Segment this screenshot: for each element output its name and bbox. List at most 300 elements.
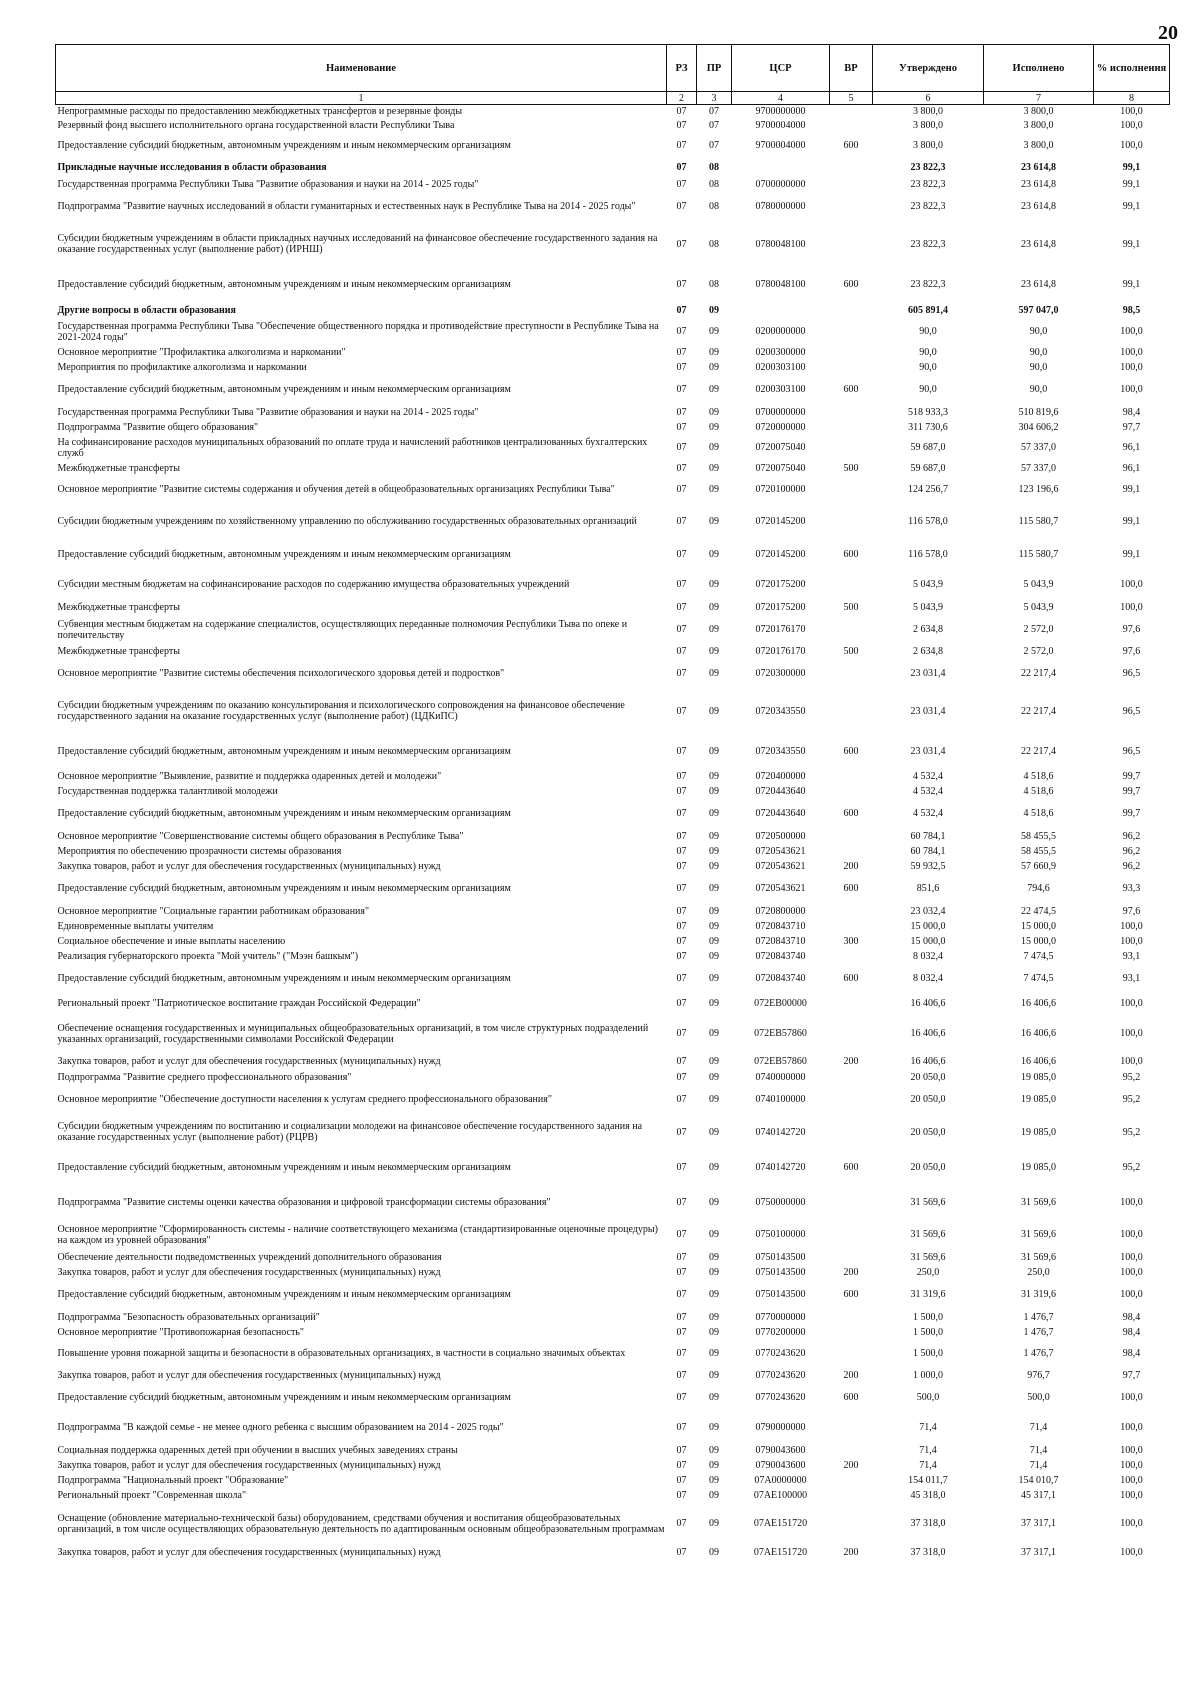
row-rz-cell: 07 [676,1348,687,1359]
row-approved-cell: 2 634,8 [913,624,943,635]
row-name-cell: Межбюджетные трансферты [57,602,180,613]
row-vr-cell [830,1250,873,1265]
row-approved-cell: 23 031,4 [910,705,946,717]
row-rz-cell: 07 [676,384,687,395]
row-percent-cell: 96,5 [1122,705,1141,717]
row-pr-cell: 09 [709,668,719,679]
table-row [56,659,1170,689]
row-rz-cell: 07 [676,1251,687,1263]
row-executed-cell: 1 476,7 [1023,1326,1054,1338]
row-percent-cell: 93,1 [1122,950,1141,962]
row-rz-cell: 07 [676,326,687,337]
table-row [56,461,1170,476]
row-csr-cell: 0200300000 [755,346,806,358]
table-row [56,689,1170,734]
row-approved-cell: 23 032,4 [910,905,946,917]
row-pr-cell: 09 [709,1474,719,1486]
row-rz-cell: 07 [676,1161,687,1173]
row-percent-cell: 100,0 [1120,139,1143,151]
row-percent-cell: 100,0 [1120,120,1143,131]
table-row [56,405,1170,420]
row-pr-cell: 09 [709,305,719,316]
row-csr-cell: 0740000000 [755,1071,806,1083]
row-csr-cell: 0720500000 [755,830,806,842]
row-executed-cell: 115 580,7 [1018,549,1059,560]
row-pr-cell: 09 [709,1392,719,1403]
table-body [56,105,1170,1560]
row-approved-cell: 851,6 [916,883,940,894]
row-rz-cell: 07 [676,516,687,527]
row-csr-cell: 0770200000 [755,1326,806,1338]
row-percent-cell: 100,0 [1120,1444,1143,1456]
row-vr-cell [830,435,873,461]
row-csr-cell: 0720843740 [755,950,806,962]
row-executed-cell: 4 518,6 [1023,770,1054,782]
table-row [56,476,1170,504]
row-vr-cell [830,1085,873,1115]
row-pr-cell: 09 [709,705,719,717]
row-rz-cell: 07 [676,1126,687,1138]
row-executed-cell: 90,0 [1029,346,1048,358]
row-name-cell: Подпрограмма "Национальный проект "Образование" [57,1474,289,1486]
row-name-cell: Предоставление субсидий бюджетным, автономным учреждениям и иным некоммерческим организациям [57,883,511,894]
row-executed-cell: 250,0 [1027,1266,1050,1278]
table-row [56,360,1170,375]
row-percent-cell: 100,0 [1120,920,1143,932]
row-pr-cell: 09 [709,406,719,418]
column-header-executed: Исполнено [984,45,1094,92]
table-row [56,1488,1170,1503]
row-name-cell: Государственная поддержка талантливой молодежи [57,785,278,797]
row-name-cell: Другие вопросы в области образования [57,305,236,316]
row-name-cell: Региональный проект "Патриотическое воспитание граждан Российской Федерации" [57,998,421,1009]
row-name-cell: Предоставление субсидий бюджетным, автономным учреждениям и иным некоммерческим организациям [57,745,511,757]
row-executed-cell: 22 474,5 [1021,905,1056,917]
row-vr-cell: 200 [843,1546,859,1558]
row-csr-cell: 0720075040 [755,462,806,474]
row-name-cell: Государственная программа Республики Тыва "Развитие образования и науки на 2014 - 2025 годы" [57,406,479,418]
row-rz-cell: 07 [676,106,687,118]
row-executed-cell: 4 518,6 [1023,785,1054,797]
row-vr-cell [830,360,873,375]
row-executed-cell: 976,7 [1027,1369,1050,1381]
row-name-cell: Субсидии бюджетным учреждениям в области прикладных научных исследований на финансовое обеспечение государственного задания на оказание государственных услуг (выполнение работ) (ИРНШ) [57,233,658,255]
row-approved-cell: 23 822,3 [910,279,946,290]
row-approved-cell: 31 319,6 [910,1289,946,1300]
table-row [56,303,1170,319]
row-csr-cell [732,158,830,178]
row-csr-cell: 0720145200 [755,516,806,527]
table-row [56,1014,1170,1054]
row-rz-cell: 07 [676,442,687,453]
table-row [56,799,1170,829]
row-name-cell: Основное мероприятие "Развитие системы обеспечения психологического здоровья детей и подростков" [57,668,505,679]
row-pr-cell: 08 [709,162,719,173]
table-row [56,267,1170,303]
budget-table-sheet [55,44,1169,1560]
row-pr-cell: 07 [709,120,719,131]
row-approved-cell: 31 569,6 [910,1196,946,1208]
row-csr-cell: 0770000000 [755,1311,806,1323]
row-pr-cell: 09 [709,1126,719,1138]
row-name-cell: Субсидии бюджетным учреждениям по хозяйственному управлению по обслуживанию государственных образовательных организаций [57,516,637,527]
row-pr-cell: 09 [709,462,719,474]
row-pr-cell: 09 [709,1444,719,1456]
row-vr-cell: 600 [843,1161,859,1173]
row-name-cell: Закупка товаров, работ и услуг для обеспечения государственных (муниципальных) нужд [57,1266,441,1278]
row-pr-cell: 08 [709,179,719,190]
row-name-cell: Государственная программа Республики Тыва "Развитие образования и науки на 2014 - 2025 годы" [57,179,479,190]
row-approved-cell: 4 532,4 [913,785,943,797]
row-rz-cell: 07 [676,162,687,173]
row-pr-cell: 09 [709,1094,719,1105]
row-vr-cell: 200 [843,1266,859,1278]
row-executed-cell: 23 614,8 [1021,238,1056,250]
row-percent-cell: 100,0 [1120,1056,1143,1067]
row-approved-cell: 116 578,0 [908,516,948,527]
table-row [56,345,1170,360]
table-row [56,919,1170,934]
row-name-cell: Мероприятия по профилактике алкоголизма и наркомании [57,361,307,373]
row-csr-cell: 9700004000 [755,120,806,131]
table-row [56,829,1170,844]
row-name-cell: Межбюджетные трансферты [57,645,180,657]
table-row [56,844,1170,859]
row-approved-cell: 5 043,9 [913,579,943,590]
row-percent-cell: 99,1 [1122,201,1141,212]
row-rz-cell: 07 [676,1196,687,1208]
row-pr-cell: 09 [709,1489,719,1501]
row-vr-cell [830,1070,873,1085]
row-executed-cell: 57 337,0 [1021,462,1056,474]
row-executed-cell: 58 455,5 [1021,845,1056,857]
row-csr-cell: 0750143500 [755,1251,806,1263]
row-executed-cell: 3 800,0 [1023,106,1054,118]
row-csr-cell [732,303,830,319]
row-percent-cell: 100,0 [1120,1196,1143,1208]
row-vr-cell: 600 [843,883,859,894]
table-row [56,1325,1170,1340]
row-rz-cell: 07 [676,1369,687,1381]
row-percent-cell: 97,6 [1122,624,1141,635]
row-approved-cell: 3 800,0 [913,139,943,151]
row-csr-cell: 0700000000 [755,406,806,418]
row-executed-cell: 90,0 [1029,361,1048,373]
row-csr-cell: 0720543621 [755,845,806,857]
row-approved-cell: 60 784,1 [910,845,946,857]
table-row [56,105,1170,119]
row-percent-cell: 99,1 [1122,162,1141,173]
row-csr-cell: 072EB57860 [754,1028,807,1039]
row-percent-cell: 100,0 [1120,1266,1143,1278]
row-percent-cell: 97,7 [1122,421,1141,433]
row-approved-cell: 20 050,0 [910,1071,946,1083]
row-pr-cell: 09 [709,516,719,527]
row-executed-cell: 22 217,4 [1021,745,1056,757]
row-vr-cell [830,949,873,964]
table-row [56,1250,1170,1265]
row-pr-cell: 09 [709,326,719,337]
row-csr-cell: 0200000000 [755,326,806,337]
row-name-cell: Государственная программа Республики Тыва "Обеспечение общественного порядка и противодействие преступности в Республике Тыва на 2021-2024 годы" [57,320,659,343]
row-approved-cell: 60 784,1 [910,830,946,842]
row-csr-cell: 0780048100 [755,238,806,250]
row-rz-cell: 07 [676,1444,687,1456]
row-name-cell: Предоставление субсидий бюджетным, автономным учреждениям и иным некоммерческим организациям [57,1392,511,1403]
row-rz-cell: 07 [676,305,687,316]
row-executed-cell: 7 474,5 [1023,950,1054,962]
row-percent-cell: 99,1 [1122,484,1141,495]
row-csr-cell: 0770243620 [755,1369,806,1381]
row-vr-cell: 600 [843,384,859,395]
table-row [56,1115,1170,1150]
row-executed-cell: 5 043,9 [1023,579,1054,590]
row-percent-cell: 93,1 [1122,973,1141,984]
row-percent-cell: 100,0 [1120,106,1143,118]
row-csr-cell: 0750143500 [755,1266,806,1278]
row-rz-cell: 07 [676,602,687,613]
row-pr-cell: 09 [709,384,719,395]
row-csr-cell: 0200303100 [755,361,806,373]
row-approved-cell: 20 050,0 [910,1126,946,1138]
row-rz-cell: 07 [676,1546,687,1558]
row-rz-cell: 07 [676,1094,687,1105]
table-row [56,934,1170,949]
row-pr-cell: 09 [709,484,719,495]
table-row [56,1054,1170,1070]
row-rz-cell: 07 [676,860,687,872]
row-pr-cell: 09 [709,1229,719,1240]
row-vr-cell: 600 [843,1289,859,1300]
row-csr-cell: 0720543621 [755,860,806,872]
row-csr-cell: 0720175200 [755,602,806,613]
row-percent-cell: 97,6 [1122,905,1141,917]
row-rz-cell: 07 [676,785,687,797]
row-pr-cell: 09 [709,935,719,947]
table-row [56,119,1170,133]
row-name-cell: Социальная поддержка одаренных детей при обучении в высших учебных заведениях страны [57,1444,458,1456]
row-csr-cell: 0750000000 [755,1196,806,1208]
row-csr-cell: 07АЕ151720 [753,1518,808,1529]
row-rz-cell: 07 [676,883,687,894]
column-header-csr: ЦСР [732,45,830,92]
row-vr-cell [830,158,873,178]
row-vr-cell: 200 [843,1369,859,1381]
row-executed-cell: 19 085,0 [1021,1126,1056,1138]
row-percent-cell: 100,0 [1120,326,1143,337]
row-executed-cell: 45 317,1 [1021,1489,1056,1501]
row-percent-cell: 96,5 [1122,668,1141,679]
row-executed-cell: 37 317,1 [1021,1518,1056,1529]
row-vr-cell [830,405,873,420]
table-row [56,1503,1170,1545]
row-approved-cell: 59 687,0 [910,462,946,474]
row-percent-cell: 93,3 [1122,883,1141,894]
row-executed-cell: 22 217,4 [1021,668,1056,679]
row-vr-cell: 200 [843,1056,859,1067]
row-csr-cell: 0720176170 [755,645,806,657]
row-vr-cell: 600 [843,139,859,151]
row-vr-cell [830,1473,873,1488]
row-approved-cell: 71,4 [919,1444,937,1456]
table-row [56,994,1170,1014]
row-approved-cell: 37 318,0 [910,1546,946,1558]
row-name-cell: Подпрограмма "Развитие научных исследований в области гуманитарных и естественных наук в Республике Тыва на 2014 - 2025 годы" [57,201,636,212]
row-percent-cell: 100,0 [1120,602,1143,613]
row-csr-cell: 0750143500 [755,1289,806,1300]
row-name-cell: Предоставление субсидий бюджетным, автономным учреждениям и иным некоммерческим организациям [57,973,511,984]
table-row [56,158,1170,178]
row-percent-cell: 96,5 [1122,745,1141,757]
row-rz-cell: 07 [676,1474,687,1486]
row-approved-cell: 4 532,4 [913,808,943,819]
table-row [56,949,1170,964]
row-rz-cell: 07 [676,179,687,190]
row-vr-cell [830,1443,873,1458]
row-executed-cell: 19 085,0 [1021,1071,1056,1083]
row-approved-cell: 31 569,6 [910,1251,946,1263]
row-percent-cell: 96,1 [1122,462,1141,474]
row-executed-cell: 22 217,4 [1021,705,1056,717]
column-number: 7 [984,92,1094,105]
row-csr-cell: 9700004000 [755,139,806,151]
row-rz-cell: 07 [676,346,687,358]
row-csr-cell: 07АЕ100000 [753,1489,808,1501]
row-approved-cell: 31 569,6 [910,1229,946,1240]
row-pr-cell: 09 [709,1266,719,1278]
row-csr-cell: 0790043600 [755,1459,806,1471]
row-approved-cell: 8 032,4 [913,950,943,962]
row-vr-cell [830,1014,873,1054]
row-approved-cell: 116 578,0 [908,549,948,560]
row-executed-cell: 1 476,7 [1023,1348,1054,1359]
row-pr-cell: 09 [709,1289,719,1300]
row-rz-cell: 07 [676,421,687,433]
row-percent-cell: 97,7 [1122,1369,1141,1381]
row-pr-cell: 09 [709,905,719,917]
row-pr-cell: 09 [709,1161,719,1173]
row-csr-cell: 0720145200 [755,549,806,560]
row-vr-cell [830,420,873,435]
row-rz-cell: 07 [676,1056,687,1067]
row-percent-cell: 95,2 [1122,1071,1141,1083]
row-vr-cell [830,904,873,919]
row-name-cell: Предоставление субсидий бюджетным, автономным учреждениям и иным некоммерческим организациям [57,549,511,560]
row-rz-cell: 07 [676,905,687,917]
row-name-cell: Мероприятия по обеспечению прозрачности системы образования [57,845,342,857]
row-pr-cell: 07 [709,106,719,118]
row-pr-cell: 09 [709,1071,719,1083]
row-name-cell: Предоставление субсидий бюджетным, автономным учреждениям и иным некоммерческим организациям [57,808,511,819]
row-name-cell: Основное мероприятие "Совершенствование системы общего образования в Республике Тыва" [57,830,464,842]
row-approved-cell: 2 634,8 [913,645,943,657]
row-vr-cell: 600 [843,1392,859,1403]
row-csr-cell: 0740142720 [755,1161,806,1173]
row-rz-cell: 07 [676,238,687,250]
row-pr-cell: 09 [709,1251,719,1263]
table-row [56,222,1170,267]
row-name-cell: Повышение уровня пожарной защиты и безопасности в образовательных организациях, в частности в социально значимых объектах [57,1348,626,1359]
table-row [56,616,1170,644]
row-approved-cell: 311 730,6 [908,421,948,433]
table-row [56,1280,1170,1310]
row-vr-cell: 500 [843,602,859,613]
row-executed-cell: 2 572,0 [1023,624,1054,635]
row-name-cell: Обеспечение оснащения государственных и муниципальных общеобразовательных организаций, в том числе структурных подразделений указанных организаций, государственными символами Российской Федерации [57,1022,649,1045]
row-percent-cell: 98,4 [1122,1311,1141,1323]
row-rz-cell: 07 [676,1266,687,1278]
row-name-cell: Реализация губернаторского проекта "Мой учитель" ("Мээн башкым") [57,950,359,962]
row-approved-cell: 90,0 [919,384,937,395]
page-number: 20 [1158,22,1178,44]
row-approved-cell: 59 932,5 [910,860,946,872]
row-executed-cell: 19 085,0 [1021,1161,1056,1173]
row-approved-cell: 37 318,0 [910,1518,946,1529]
row-pr-cell: 09 [709,421,719,433]
row-approved-cell: 23 031,4 [910,668,946,679]
row-pr-cell: 08 [709,201,719,212]
row-rz-cell: 07 [676,624,687,635]
row-name-cell: Межбюджетные трансферты [57,462,180,474]
row-rz-cell: 07 [676,973,687,984]
row-pr-cell: 09 [709,998,719,1009]
row-vr-cell [830,1220,873,1250]
row-rz-cell: 07 [676,549,687,560]
row-rz-cell: 07 [676,1071,687,1083]
row-pr-cell: 09 [709,883,719,894]
row-vr-cell [830,192,873,222]
table-row [56,1383,1170,1413]
column-header-pr: ПР [697,45,732,92]
row-pr-cell: 09 [709,745,719,757]
row-rz-cell: 07 [676,1392,687,1403]
row-percent-cell: 100,0 [1120,1289,1143,1300]
row-approved-cell: 16 406,6 [910,998,946,1009]
row-name-cell: Основное мероприятие "Выявление, развитие и поддержка одаренных детей и молодежи" [57,770,442,782]
row-approved-cell: 1 500,0 [913,1326,943,1338]
row-rz-cell: 07 [676,120,687,131]
row-executed-cell: 510 819,6 [1018,406,1059,418]
row-approved-cell: 15 000,0 [910,935,946,947]
row-executed-cell: 5 043,9 [1023,602,1054,613]
row-vr-cell [830,784,873,799]
row-pr-cell: 09 [709,602,719,613]
column-header-approved: Утверждено [873,45,984,92]
row-vr-cell [830,689,873,734]
row-percent-cell: 99,1 [1122,516,1141,527]
row-name-cell: Предоставление субсидий бюджетным, автономным учреждениям и иным некоммерческим организациям [57,1289,511,1300]
row-approved-cell: 16 406,6 [910,1056,946,1067]
table-row [56,1458,1170,1473]
row-approved-cell: 23 822,3 [910,238,946,250]
row-rz-cell: 07 [676,279,687,290]
row-rz-cell: 07 [676,1028,687,1039]
row-approved-cell: 518 933,3 [908,406,948,418]
row-percent-cell: 100,0 [1120,998,1143,1009]
row-name-cell: Субвенция местным бюджетам на содержание специалистов, осуществляющих переданные полномочия Республики Тыва по опеке и попечительству [57,618,628,641]
row-name-cell: Подпрограмма "Развитие системы оценки качества образования и цифровой трансформации системы образования" [57,1196,551,1208]
row-rz-cell: 07 [676,201,687,212]
row-name-cell: Основное мероприятие "Социальные гарантии работникам образования" [57,905,370,917]
row-vr-cell [830,1325,873,1340]
row-percent-cell: 96,2 [1122,830,1141,842]
table-row [56,1220,1170,1250]
row-approved-cell: 23 822,3 [910,201,946,212]
table-row [56,600,1170,616]
row-vr-cell [830,105,873,119]
row-executed-cell: 71,4 [1029,1459,1048,1471]
row-csr-cell: 0720400000 [755,770,806,782]
